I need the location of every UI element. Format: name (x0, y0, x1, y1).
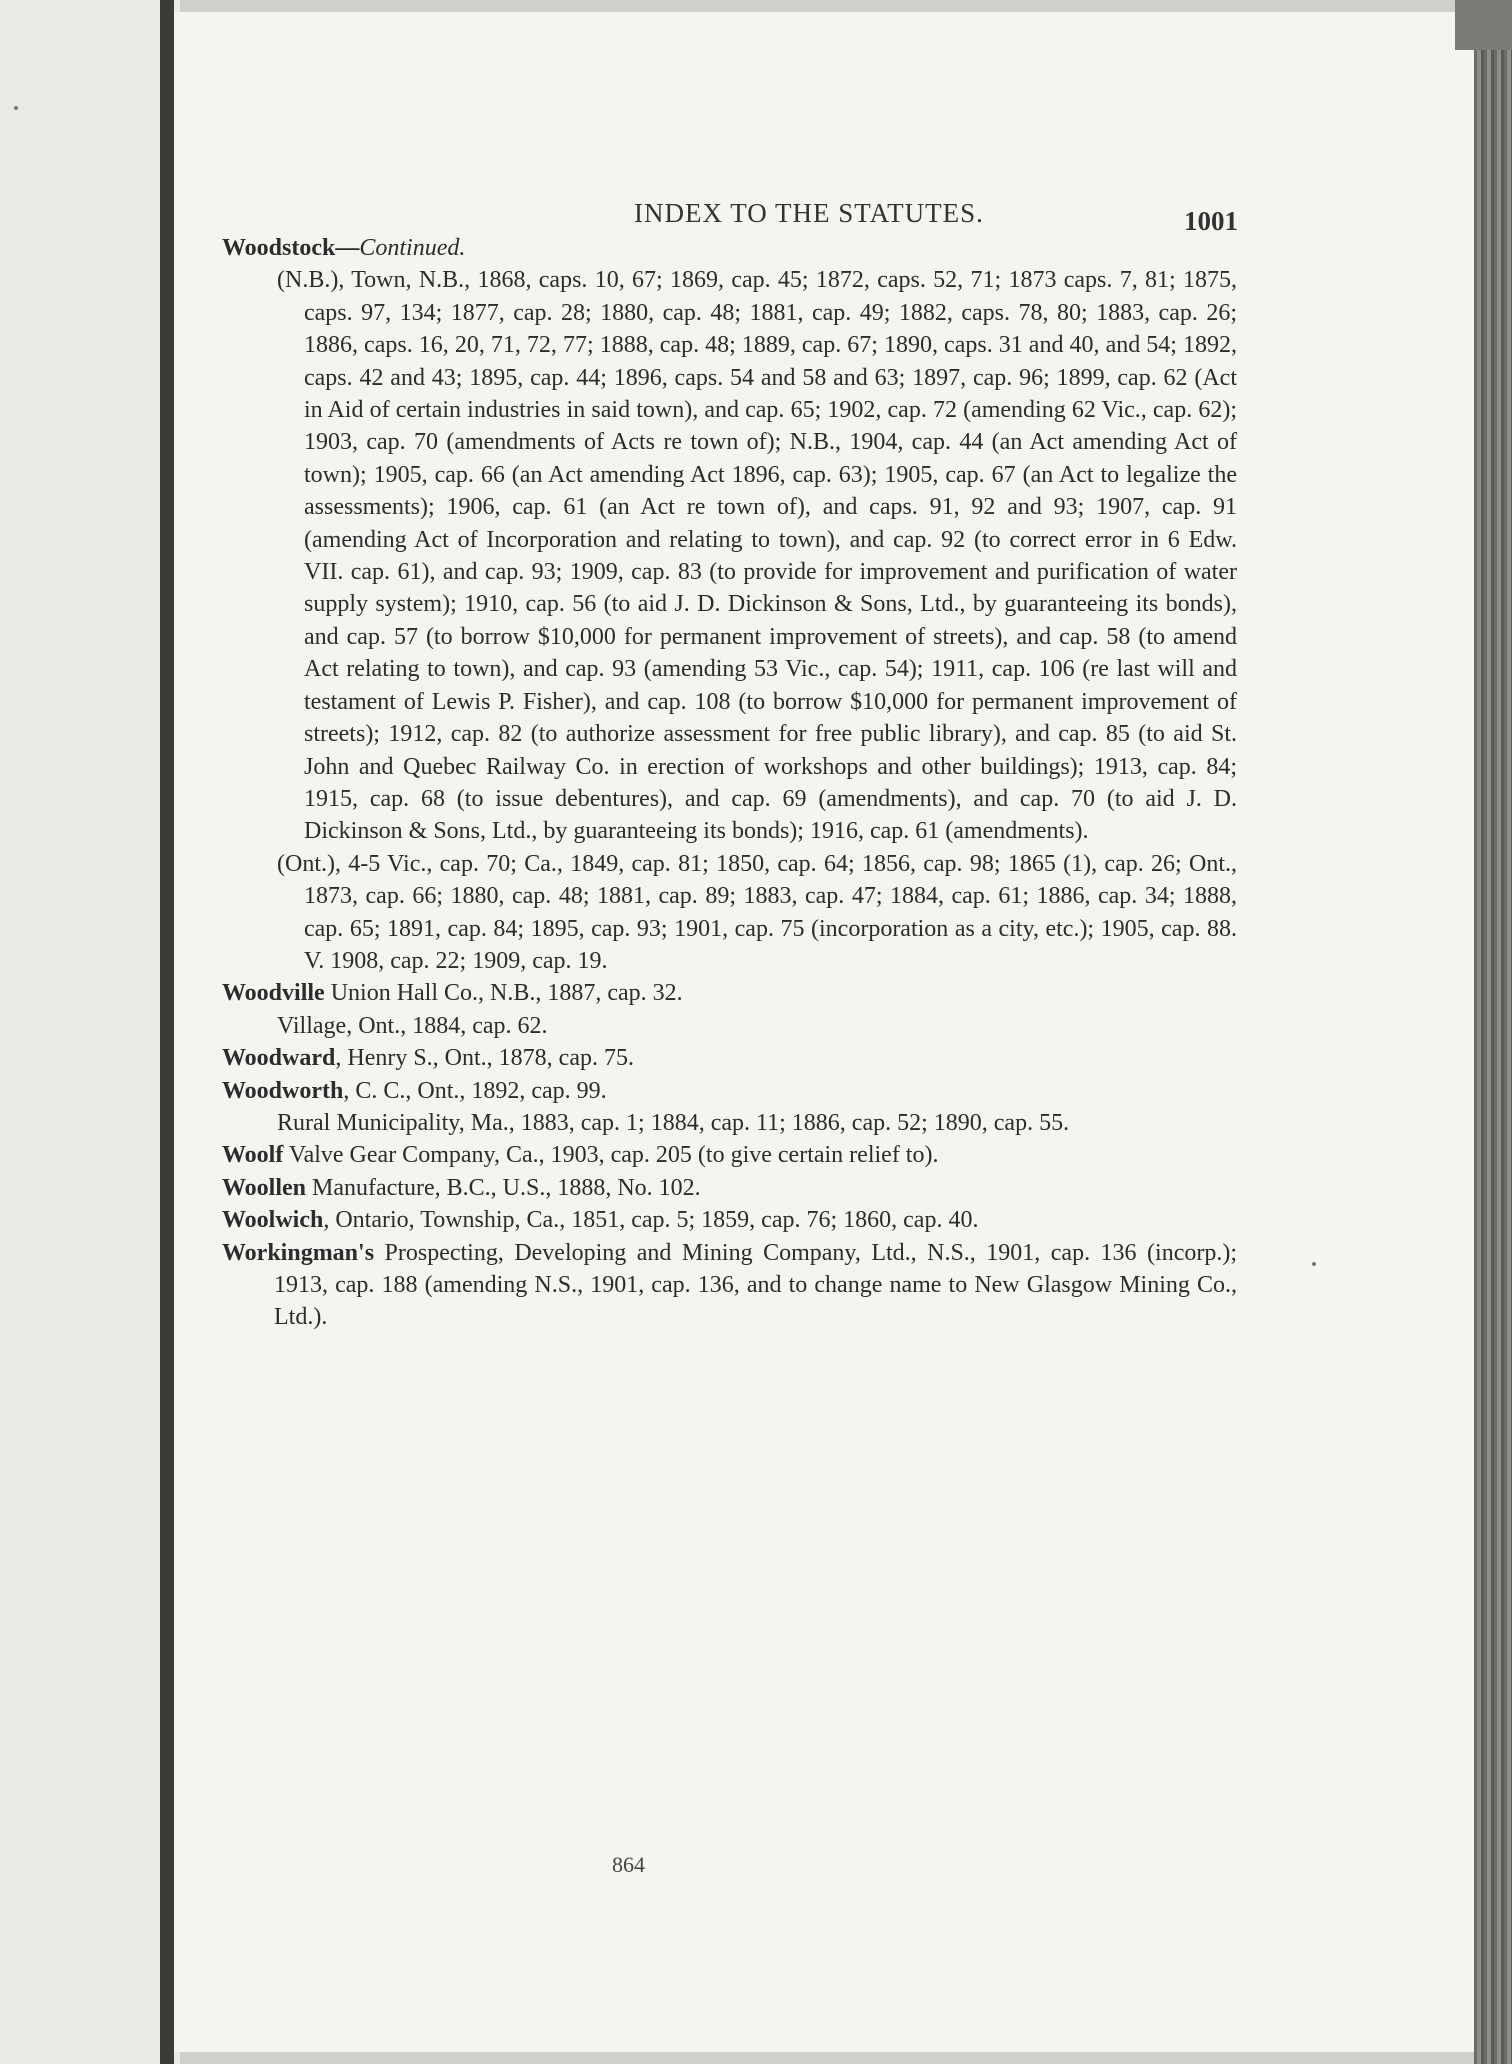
printer-signature: 864 (612, 1852, 645, 1877)
index-entry (222, 1075, 1237, 1107)
entry-text: Rural Municipality, Ma., 1883, cap. 1; 1884, cap. 11; 1886, cap. 52; 1890, cap. 55. (277, 1109, 1070, 1136)
scan-speck (1312, 1262, 1316, 1266)
entry-heading: Woodville (222, 980, 325, 1007)
entry-heading: Woolwich (222, 1207, 324, 1234)
entry-text: Union Hall Co., N.B., 1887, cap. 32. (324, 980, 683, 1007)
index-entry (222, 1172, 1237, 1204)
entry-text: Valve Gear Company, Ca., 1903, cap. 205 (to give certain relief to). (283, 1142, 939, 1169)
entry-heading: Woodward (222, 1045, 336, 1072)
entry-text: Village, Ont., 1884, cap. 62. (277, 1012, 548, 1039)
entry-heading: Workingman's (222, 1239, 375, 1266)
entry-text: Prospecting, Developing and Mining Company, Ltd., N.S., 1901, cap. 136 (incorp.); 1913, cap. 188 (amending N.S., 1901, cap. 136, and to change name to New Glasgow Mining Co., Ltd.). (274, 1239, 1237, 1331)
index-entry (222, 1237, 1237, 1334)
index-entry (222, 1139, 1237, 1171)
entry-text: (Ont.), 4-5 Vic., cap. 70; Ca., 1849, cap. 81; 1850, cap. 64; 1856, cap. 98; 1865 (1), cap. 26; Ont., 1873, cap. 66; 1880, cap. 48; 1881, cap. 89; 1883, cap. 47; 1884, cap. 61; 1886, cap. 34; 1888, cap. 65; 1891, cap. 84; 1895, cap. 93; 1901, cap. 75 (incorporation as a city, etc.); 1905, cap. 88. V. 1908, cap. 22; 1909, cap. 19. (277, 850, 1237, 974)
entry-text: , Henry S., Ont., 1878, cap. 75. (335, 1045, 634, 1072)
entry-continued: Continued. (359, 235, 466, 261)
entry-text: Manufacture, B.C., U.S., 1888, No. 102. (306, 1174, 701, 1201)
entry-heading: Woollen (222, 1174, 307, 1201)
entry-text: , C. C., Ont., 1892, cap. 99. (343, 1077, 607, 1104)
index-body (222, 232, 1237, 1334)
running-head: INDEX TO THE STATUTES. (634, 198, 984, 228)
entry-heading: Woodstock— (222, 235, 360, 261)
index-subentry (249, 848, 1237, 978)
book-binding-edge (1474, 0, 1512, 2064)
entry-text: (N.B.), Town, N.B., 1868, caps. 10, 67; 1869, cap. 45; 1872, caps. 52, 71; 1873 caps. 7, 81; 1875, caps. 97, 134; 1877, cap. 28; 1880, cap. 48; 1881, cap. 49; 1882, caps. 78, 80; 1883, cap. 26; 1886, caps. 16, 20, 71, 72, 77; 1888, cap. 48; 1889, cap. 67; 1890, caps. 31 and 40, and 54; 1892, caps. 42 and 43; 1895, cap. 44; 1896, caps. 54 and 58 and 63; 1897, cap. 96; 1899, cap. 62 (Act in Aid of certain industries in said town), and cap. 65; 1902, cap. 72 (amending 62 Vic., cap. 62); 1903, cap. 70 (amendments of Acts re town of); N.B., 1904, cap. 44 (an Act amending Act of town); 1905, cap. 66 (an Act amending Act 1896, cap. 63); 1905, cap. 67 (an Act to legalize the assessments); 1906, cap. 61 (an Act re town of), and caps. 91, 92 and 93; 1907, cap. 91 (amending Act of Incorporation and relating to town), and cap. 92 (to correct error in 6 Edw. VII. cap. 61), and cap. 93; 1909, cap. 83 (to provide for improvement and purification of water supply system); 1910, cap. 56 (to aid J. D. Dickinson & Sons, Ltd., by guaranteeing its bonds), and cap. 57 (to borrow $10,000 for permanent improvement of streets), and cap. 58 (to amend Act relating to town), and cap. 93 (amending 53 Vic., cap. 54); 1911, cap. 106 (re last will and testament of Lewis P. Fisher), and cap. 108 (to borrow $10,000 for permanent improvement of streets); 1912, cap. 82 (to authorize assessment for free public library), and cap. 85 (to aid St. John and Quebec Railway Co. in erection of workshops and other buildings); 1913, cap. 84; 1915, cap. 68 (to issue debentures), and cap. 69 (amendments), and cap. 70 (to aid J. D. Dickinson & Sons, Ltd., by guaranteeing its bonds); 1916, cap. 61 (amendments). (277, 267, 1237, 845)
index-subentry (249, 1010, 1237, 1042)
index-entry (222, 232, 1237, 264)
page-number: 1001 (1184, 206, 1238, 236)
index-subentry (249, 264, 1237, 847)
entry-text: , Ontario, Township, Ca., 1851, cap. 5; 1859, cap. 76; 1860, cap. 40. (323, 1207, 979, 1234)
entry-heading: Woolf (222, 1142, 284, 1169)
index-entry (222, 1204, 1237, 1236)
index-subentry (249, 1107, 1237, 1139)
scan-speck (14, 106, 18, 110)
page-spine-shadow (160, 0, 174, 2064)
index-entry (222, 977, 1237, 1009)
book-binding-corner (1455, 0, 1512, 50)
entry-heading: Woodworth (222, 1077, 344, 1104)
scan-margin-left (0, 0, 180, 2064)
index-entry (222, 1042, 1237, 1074)
